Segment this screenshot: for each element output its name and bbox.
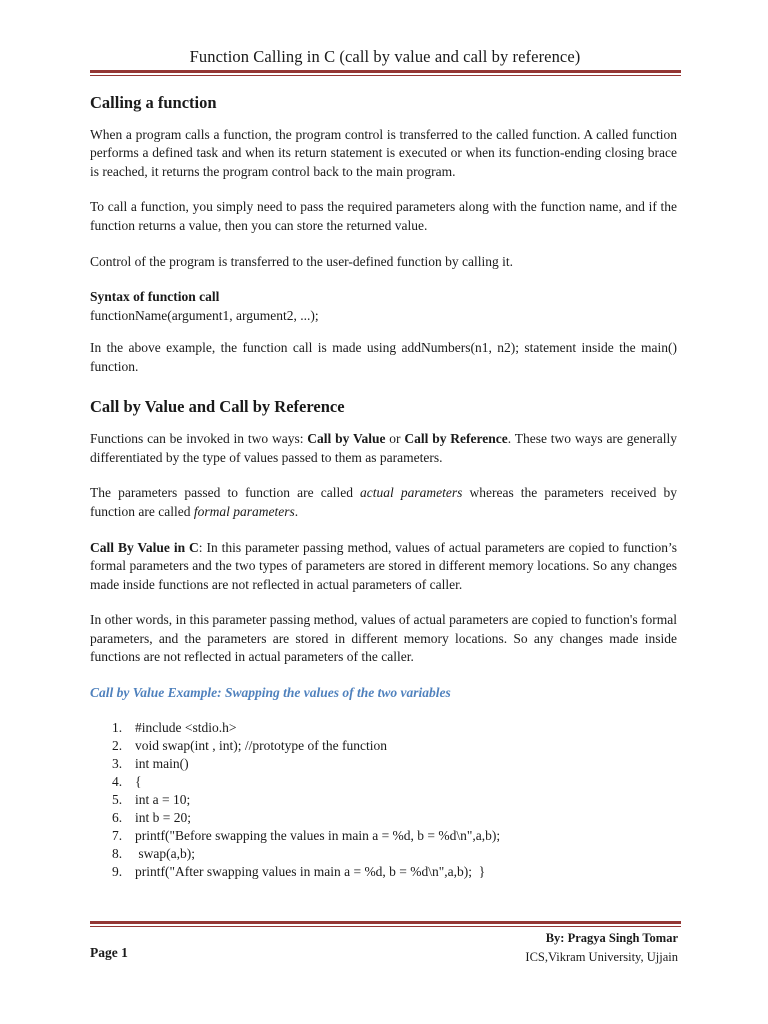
text-run: : In this parameter passing method, values of actual parameters are copied to function’s formal parameters and the two types of parameters are stored in different memory locations. So any changes made inside functions are not reflected in actual parameters of caller.: [90, 539, 677, 592]
text-run: Functions can be invoked in two ways:: [90, 431, 308, 447]
code-line-number: 5.: [112, 792, 123, 808]
code-line-text: void swap(int , int); //prototype of the function: [135, 737, 387, 753]
code-line-text: swap(a,b);: [135, 846, 195, 862]
section-heading-calling: Calling a function: [90, 93, 217, 112]
code-line-number: 6.: [112, 810, 123, 826]
code-line-text: #include <stdio.h>: [135, 719, 237, 735]
text-run: The parameters passed to function are called: [90, 485, 361, 501]
code-line: [90, 719, 677, 737]
code-line: [90, 755, 677, 773]
code-line-text: {: [135, 773, 142, 789]
code-line: [90, 827, 677, 845]
section-heading-call-by-value-reference: Call by Value and Call by Reference: [90, 396, 345, 416]
text-run: . These two ways are generally differentiated by the type of values passed to them as parameters.: [90, 431, 677, 465]
author-line: By: Pragya Singh Tomar: [545, 931, 678, 945]
code-line-number: 9.: [112, 864, 123, 880]
paragraph: Control of the program is transferred to the user-defined function by calling it.: [90, 253, 513, 269]
code-line-text: int a = 10;: [135, 792, 191, 808]
page-number: Page 1: [90, 945, 128, 960]
code-line-text: int b = 20;: [135, 810, 191, 826]
text-run: whereas the parameters received by function are called: [90, 485, 677, 519]
institution-line: ICS,Vikram University, Ujjain: [525, 950, 678, 964]
paragraph: When a program calls a function, the program control is transferred to the called function. A called function performs a defined task and when its return statement is executed or when its function-ending closing brace is reached, it returns the program control back to the main program.: [90, 126, 677, 179]
bold-term: Call by Reference: [404, 431, 508, 447]
code-line-number: 4.: [112, 773, 123, 789]
code-line-text: printf("After swapping values in main a = %d, b = %d\n",a,b); }: [135, 864, 486, 880]
code-line: [90, 845, 677, 863]
code-line-text: int main(): [135, 755, 189, 771]
paragraph: [90, 484, 677, 521]
header-rule-thin: [90, 75, 681, 76]
syntax-heading: Syntax of function call: [90, 289, 220, 305]
example-heading: Call by Value Example: Swapping the values of the two variables: [90, 685, 451, 701]
italic-term: formal parameters: [193, 503, 295, 519]
footer-rule-thick: [90, 921, 681, 924]
code-listing: [90, 719, 677, 882]
code-line-number: 2.: [112, 737, 123, 753]
text-run: or: [385, 431, 405, 447]
paragraph: [90, 430, 677, 467]
bold-term: Call By Value in C: [90, 539, 199, 555]
footer-byline: [525, 929, 678, 967]
code-line-number: 7.: [112, 828, 123, 844]
document-body: [90, 94, 677, 882]
paragraph: In other words, in this parameter passing method, values of actual parameters are copied to function's formal parameters, and the parameters are stored in different memory locations. So any changes made inside functions are not reflected in actual parameters of the caller.: [90, 612, 677, 665]
header-rule-thick: [90, 70, 681, 73]
italic-term: actual parameters: [360, 485, 463, 501]
code-line-text: printf("Before swapping the values in main a = %d, b = %d\n",a,b);: [135, 828, 501, 844]
bold-term: Call by Value: [307, 431, 386, 447]
syntax-line: functionName(argument1, argument2, ...);: [90, 307, 319, 323]
paragraph: In the above example, the function call is made using addNumbers(n1, n2); statement inside the main() function.: [90, 340, 677, 374]
code-line: [90, 737, 677, 755]
code-line: [90, 863, 677, 881]
code-line-number: 1.: [112, 719, 123, 735]
code-line-number: 3.: [112, 755, 123, 771]
code-line: [90, 773, 677, 791]
paragraph: To call a function, you simply need to pass the required parameters along with the function name, and if the function returns a value, then you can store the returned value.: [90, 199, 677, 233]
paragraph: [90, 539, 677, 595]
code-line-number: 8.: [112, 846, 123, 862]
code-line: [90, 809, 677, 827]
footer-rule-thin: [90, 926, 681, 927]
code-line: [90, 791, 677, 809]
text-run: .: [294, 503, 299, 519]
page-header-title: Function Calling in C (call by value and call by reference): [189, 47, 581, 66]
